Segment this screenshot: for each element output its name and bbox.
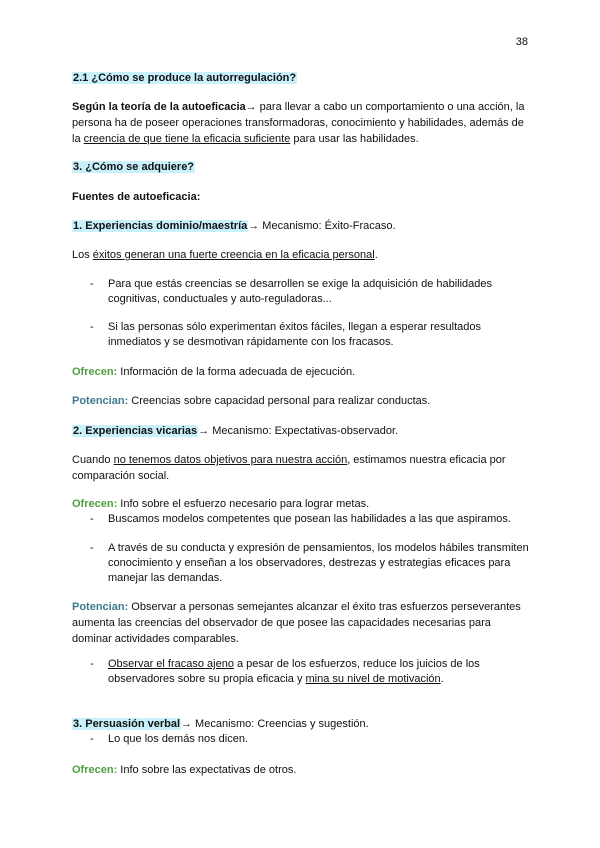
underlined-phrase: Observar el fracaso ajeno [108, 658, 234, 670]
bold-term: Según la teoría de la autoeficacia [72, 101, 246, 113]
heading-text: 3. ¿Cómo se adquiere? [73, 161, 195, 173]
comparacion-paragraph: Cuando no tenemos datos objetivos para nuestra acción, estimamos nuestra eficacia por comparación social. [72, 454, 506, 482]
underlined-phrase: creencia de que tiene la eficacia suficiente [83, 133, 291, 145]
potencian-paragraph: Potencian: Observar a personas semejantes alcanzar el éxito tras esfuerzos perseverantes aumenta las creencias del observador de que posee las capacidades necesarias para dominar actividades comparables. [72, 601, 521, 645]
list-item: - Si las personas sólo experimentan éxitos fáciles, llegan a esperar resultados inmediatos y se desmotivan rápidamente con los fracasos. [90, 321, 481, 348]
section-heading-autorregulacion [72, 70, 530, 86]
exitos-paragraph: Los éxitos generan una fuerte creencia en la eficacia personal. [72, 249, 378, 261]
ofrecen-line: Ofrecen: Información de la forma adecuada de ejecución. [72, 366, 356, 378]
ofrecen-line: Ofrecen: Info sobre el esfuerzo necesario para lograr metas. [72, 498, 370, 510]
list-item: - Para que estás creencias se desarrollen se exige la adquisición de habilidades cognitivas, conductuales y auto-reguladoras... [90, 278, 493, 305]
list-item: - Lo que los demás nos dicen. [90, 733, 249, 745]
list-item: - Buscamos modelos competentes que posean las habilidades a las que aspiramos. [90, 513, 511, 525]
persuasion-verbal-heading: 3. Persuasión verbal→ Mecanismo: Creencias y sugestión. [73, 718, 369, 730]
underlined-phrase: no tenemos datos objetivos para nuestra acción [113, 454, 348, 466]
potencian-line: Potencian: Creencias sobre capacidad personal para realizar conductas. [72, 395, 431, 407]
fuentes-heading: Fuentes de autoeficacia: [72, 191, 201, 203]
page-number: 38 [515, 36, 528, 48]
list-item: - Observar el fracaso ajeno a pesar de los esfuerzos, reduce los juicios de los observadores sobre su propia eficacia y mina su nivel de motivación. [90, 658, 480, 685]
underlined-phrase: mina su nivel de motivación [305, 673, 441, 685]
heading-text: 2.1 ¿Cómo se produce la autorregulación? [73, 72, 297, 84]
experiencias-dominio-heading: 1. Experiencias dominio/maestría→ Mecanismo: Éxito-Fracaso. [73, 220, 396, 232]
section-heading-adquiere [72, 159, 530, 175]
ofrecen-line: Ofrecen: Info sobre las expectativas de otros. [72, 764, 297, 776]
paragraph-autoeficacia: Según la teoría de la autoeficacia→ para llevar a cabo un comportamiento o una acción, la persona ha de poseer operaciones transformadoras, conocimiento y habilidades, además de la creencia de que tiene la eficacia suficiente para usar las habilidades. [72, 101, 525, 145]
experiencias-vicarias-heading: 2. Experiencias vicarias→ Mecanismo: Expectativas-observador. [73, 425, 399, 437]
underlined-phrase: éxitos generan una fuerte creencia en la eficacia personal [92, 249, 375, 261]
list-item: - A través de su conducta y expresión de pensamientos, los modelos hábiles transmiten conocimiento y enseñan a los observadores, destrezas y estrategias eficaces para manejar las demandas. [90, 542, 529, 584]
